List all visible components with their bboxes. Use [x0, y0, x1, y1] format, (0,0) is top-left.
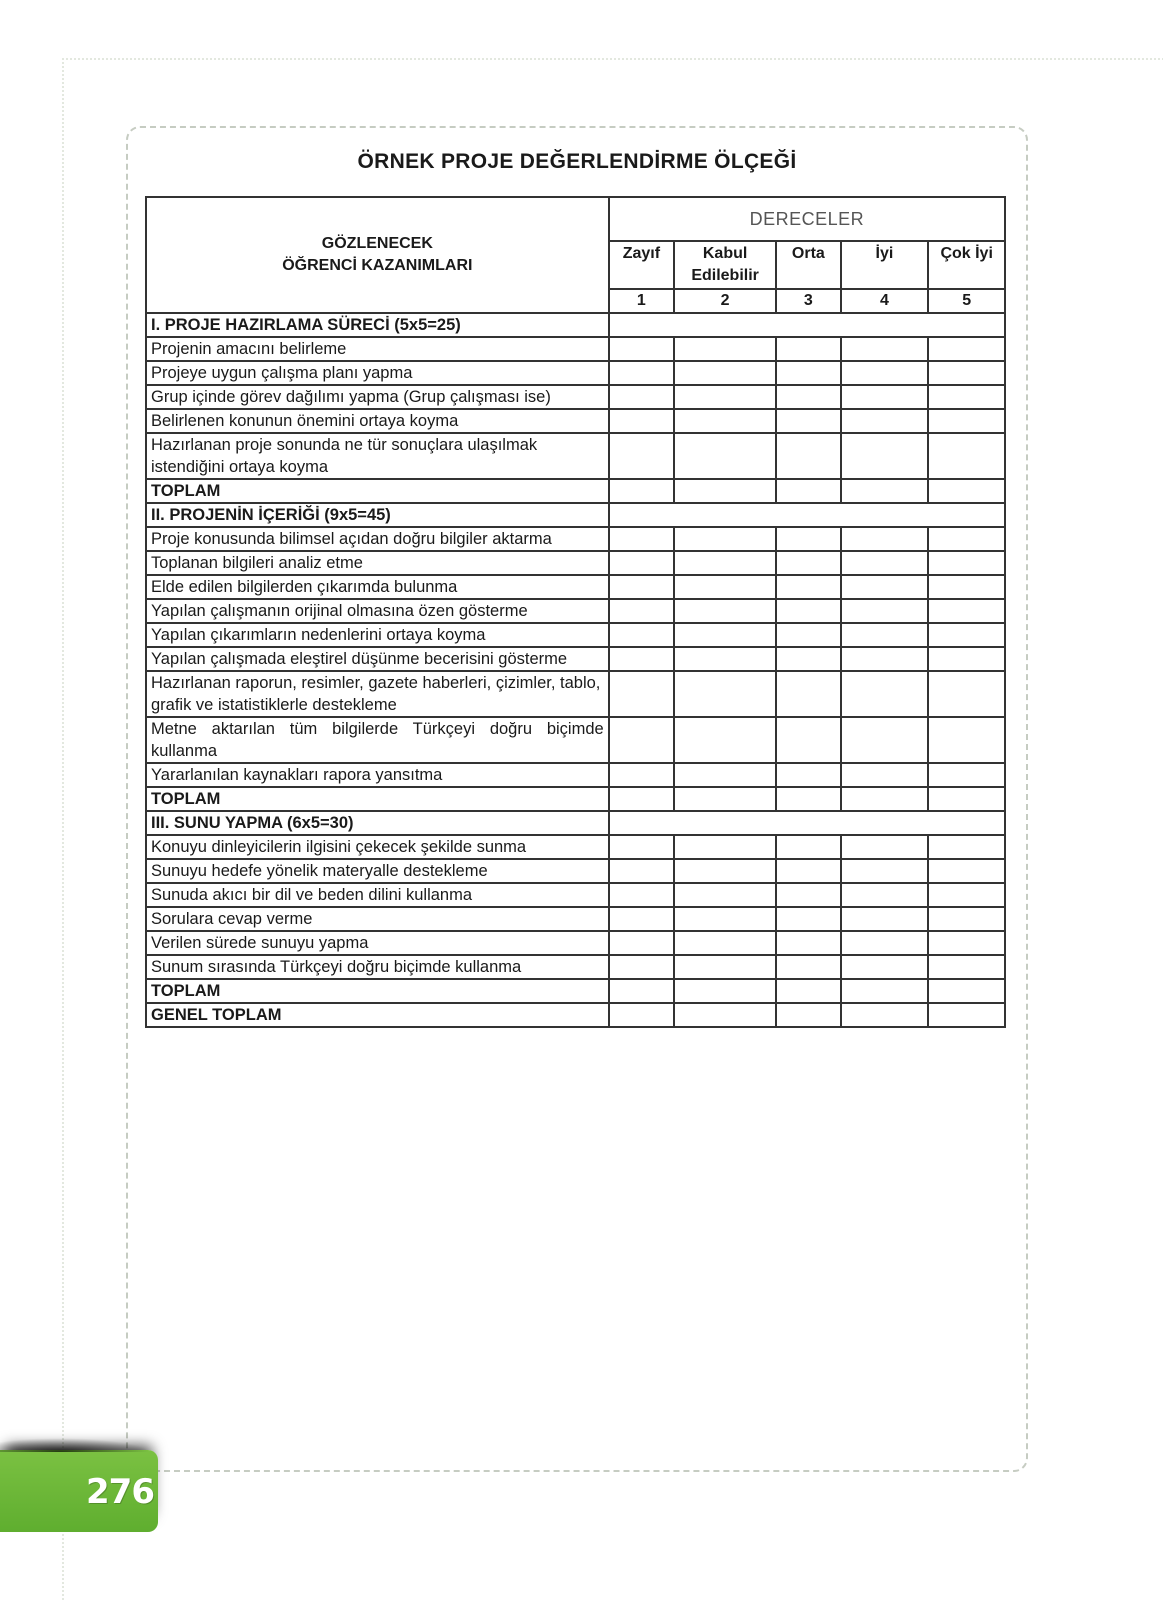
section-title: III. SUNU YAPMA (6x5=30) — [146, 811, 609, 835]
criterion-row — [146, 409, 1005, 433]
grade-cell[interactable] — [609, 671, 674, 717]
outcomes-header-line2: ÖĞRENCİ KAZANIMLARI — [282, 257, 473, 274]
grade-cell[interactable] — [841, 931, 929, 955]
grade-cell[interactable] — [928, 835, 1005, 859]
grade-cell[interactable] — [776, 787, 840, 811]
criterion-label: Hazırlanan proje sonunda ne tür sonuçlara ulaşılmak istendiğini ortaya koyma — [146, 433, 609, 479]
criterion-label: Elde edilen bilgilerden çıkarımda bulunma — [146, 575, 609, 599]
grade-cell[interactable] — [609, 551, 674, 575]
level-label: Çok İyi — [940, 245, 993, 262]
grade-cell[interactable] — [841, 907, 929, 931]
level-number: 5 — [928, 289, 1005, 313]
total-label: TOPLAM — [146, 979, 609, 1003]
section-row — [146, 313, 1005, 337]
grade-cell[interactable] — [841, 479, 929, 503]
grade-cell[interactable] — [674, 671, 776, 717]
criterion-label: Proje konusunda bilimsel açıdan doğru bilgiler aktarma — [146, 527, 609, 551]
criterion-row — [146, 361, 1005, 385]
grade-cell[interactable] — [841, 1003, 929, 1027]
criterion-label: Projeye uygun çalışma planı yapma — [146, 361, 609, 385]
grade-cell[interactable] — [776, 575, 840, 599]
grade-cell[interactable] — [609, 409, 674, 433]
grade-cell[interactable] — [609, 1003, 674, 1027]
criterion-row — [146, 763, 1005, 787]
grade-cell[interactable] — [609, 575, 674, 599]
level-label: Orta — [791, 245, 825, 262]
grade-cell[interactable] — [609, 433, 674, 479]
grade-cell[interactable] — [776, 361, 840, 385]
criterion-label: Yararlanılan kaynakları rapora yansıtma — [146, 763, 609, 787]
grade-cell[interactable] — [609, 763, 674, 787]
grade-cell[interactable] — [841, 527, 929, 551]
grade-cell[interactable] — [674, 575, 776, 599]
grade-cell[interactable] — [928, 671, 1005, 717]
grade-cell[interactable] — [609, 623, 674, 647]
grade-cell[interactable] — [674, 551, 776, 575]
criterion-row — [146, 883, 1005, 907]
criterion-label: Yapılan çalışmada eleştirel düşünme becerisini gösterme — [146, 647, 609, 671]
grade-cell[interactable] — [609, 479, 674, 503]
criterion-label: Sunum sırasında Türkçeyi doğru biçimde kullanma — [146, 955, 609, 979]
grade-cell[interactable] — [674, 883, 776, 907]
grade-cell[interactable] — [609, 599, 674, 623]
grade-cell[interactable] — [674, 835, 776, 859]
total-label: TOPLAM — [146, 787, 609, 811]
grade-cell[interactable] — [674, 1003, 776, 1027]
criterion-label: Sorulara cevap verme — [146, 907, 609, 931]
criterion-label: Sunuda akıcı bir dil ve beden dilini kullanma — [146, 883, 609, 907]
level-number: 4 — [841, 289, 929, 313]
grade-cell[interactable] — [928, 763, 1005, 787]
grade-cell[interactable] — [928, 409, 1005, 433]
grade-cell[interactable] — [928, 859, 1005, 883]
criterion-row — [146, 859, 1005, 883]
grade-cell[interactable] — [776, 409, 840, 433]
level-number: 3 — [776, 289, 840, 313]
grade-cell[interactable] — [928, 385, 1005, 409]
grade-cell[interactable] — [928, 883, 1005, 907]
grade-cell[interactable] — [674, 979, 776, 1003]
grade-cell[interactable] — [674, 647, 776, 671]
grade-cell[interactable] — [841, 647, 929, 671]
grade-cell[interactable] — [609, 955, 674, 979]
grade-cell[interactable] — [609, 385, 674, 409]
grade-cell[interactable] — [841, 979, 929, 1003]
grade-cell[interactable] — [674, 479, 776, 503]
grade-cell[interactable] — [928, 599, 1005, 623]
section-title: I. PROJE HAZIRLAMA SÜRECİ (5x5=25) — [146, 313, 609, 337]
criterion-row — [146, 835, 1005, 859]
criterion-label: Verilen sürede sunuyu yapma — [146, 931, 609, 955]
grade-cell[interactable] — [776, 551, 840, 575]
grade-cell[interactable] — [928, 337, 1005, 361]
grand-total-row — [146, 1003, 1005, 1027]
grade-cell[interactable] — [609, 835, 674, 859]
grade-cell[interactable] — [674, 931, 776, 955]
grade-cell[interactable] — [776, 859, 840, 883]
grade-cell[interactable] — [776, 671, 840, 717]
grade-cell[interactable] — [776, 647, 840, 671]
section-grade-span — [609, 503, 1005, 527]
criterion-row — [146, 599, 1005, 623]
page-title: ÖRNEK PROJE DEĞERLENDİRME ÖLÇEĞİ — [357, 150, 797, 173]
criterion-row — [146, 955, 1005, 979]
grade-cell[interactable] — [776, 1003, 840, 1027]
grade-cell[interactable] — [609, 717, 674, 763]
grade-cell[interactable] — [609, 859, 674, 883]
grade-cell[interactable] — [674, 763, 776, 787]
grade-cell[interactable] — [776, 763, 840, 787]
grade-cell[interactable] — [609, 647, 674, 671]
grade-cell[interactable] — [928, 527, 1005, 551]
criterion-label: Projenin amacını belirleme — [146, 337, 609, 361]
section-row — [146, 811, 1005, 835]
grade-cell[interactable] — [841, 433, 929, 479]
level-header-orta — [776, 241, 840, 289]
criterion-label: Metne aktarılan tüm bilgilerde Türkçeyi doğru biçimde kullanma — [146, 717, 609, 763]
grade-cell[interactable] — [928, 1003, 1005, 1027]
section-total-row — [146, 979, 1005, 1003]
grade-cell[interactable] — [928, 433, 1005, 479]
criterion-label: Yapılan çalışmanın orijinal olmasına özen gösterme — [146, 599, 609, 623]
grade-cell[interactable] — [841, 671, 929, 717]
level-label: Zayıf — [622, 245, 661, 262]
grade-cell[interactable] — [776, 835, 840, 859]
grade-cell[interactable] — [674, 409, 776, 433]
outcomes-column-header — [146, 197, 609, 313]
grade-cell[interactable] — [609, 979, 674, 1003]
level-number: 2 — [674, 289, 776, 313]
criterion-row — [146, 907, 1005, 931]
grade-cell[interactable] — [674, 717, 776, 763]
section-grade-span — [609, 313, 1005, 337]
grade-cell[interactable] — [841, 575, 929, 599]
grade-cell[interactable] — [841, 385, 929, 409]
level-header-cok-iyi — [928, 241, 1005, 289]
criterion-label: Belirlenen konunun önemini ortaya koyma — [146, 409, 609, 433]
criterion-row — [146, 527, 1005, 551]
grade-cell[interactable] — [674, 599, 776, 623]
grade-cell[interactable] — [776, 883, 840, 907]
grade-cell[interactable] — [841, 883, 929, 907]
grade-cell[interactable] — [776, 907, 840, 931]
level-label: İyi — [875, 245, 894, 262]
criterion-label: Sunuyu hedefe yönelik materyalle destekleme — [146, 859, 609, 883]
criterion-row — [146, 717, 1005, 763]
grade-cell[interactable] — [776, 337, 840, 361]
grade-cell[interactable] — [674, 859, 776, 883]
grade-cell[interactable] — [841, 551, 929, 575]
grade-cell[interactable] — [841, 859, 929, 883]
section-title: II. PROJENİN İÇERİĞİ (9x5=45) — [146, 503, 609, 527]
criterion-row — [146, 385, 1005, 409]
grade-cell[interactable] — [841, 717, 929, 763]
grade-cell[interactable] — [776, 527, 840, 551]
outcomes-header-line1: GÖZLENECEK — [321, 235, 433, 252]
grade-cell[interactable] — [928, 787, 1005, 811]
grade-cell[interactable] — [776, 717, 840, 763]
page-number: 276 — [86, 1472, 154, 1512]
grade-cell[interactable] — [841, 337, 929, 361]
grade-cell[interactable] — [928, 717, 1005, 763]
level-header-zayif — [609, 241, 674, 289]
section-row — [146, 503, 1005, 527]
grade-cell[interactable] — [841, 835, 929, 859]
grade-cell[interactable] — [928, 979, 1005, 1003]
grade-cell[interactable] — [776, 955, 840, 979]
criterion-label: Hazırlanan raporun, resimler, gazete haberleri, çizimler, tablo, grafik ve istatistiklerle destekleme — [146, 671, 609, 717]
grade-cell[interactable] — [841, 763, 929, 787]
criterion-row — [146, 623, 1005, 647]
grade-cell[interactable] — [928, 361, 1005, 385]
grade-cell[interactable] — [609, 527, 674, 551]
grade-cell[interactable] — [609, 883, 674, 907]
section-grade-span — [609, 811, 1005, 835]
criterion-row — [146, 551, 1005, 575]
grade-cell[interactable] — [776, 623, 840, 647]
grade-cell[interactable] — [674, 337, 776, 361]
total-label: TOPLAM — [146, 479, 609, 503]
grade-cell[interactable] — [841, 409, 929, 433]
level-header-iyi — [841, 241, 929, 289]
grade-cell[interactable] — [609, 787, 674, 811]
grade-cell[interactable] — [609, 337, 674, 361]
grade-cell[interactable] — [928, 907, 1005, 931]
rubric-body — [146, 313, 1005, 1027]
grand-total-label: GENEL TOPLAM — [146, 1003, 609, 1027]
grade-cell[interactable] — [776, 599, 840, 623]
criterion-row — [146, 931, 1005, 955]
grade-cell[interactable] — [674, 527, 776, 551]
grade-cell[interactable] — [674, 907, 776, 931]
grade-cell[interactable] — [776, 931, 840, 955]
grade-cell[interactable] — [776, 979, 840, 1003]
grade-cell[interactable] — [674, 787, 776, 811]
level-label-line2: Edilebilir — [691, 267, 759, 284]
grade-cell[interactable] — [674, 385, 776, 409]
grade-cell[interactable] — [776, 385, 840, 409]
level-label: Kabul — [702, 245, 748, 262]
grade-cell[interactable] — [841, 361, 929, 385]
grade-cell[interactable] — [841, 955, 929, 979]
criterion-label: Konuyu dinleyicilerin ilgisini çekecek şekilde sunma — [146, 835, 609, 859]
level-number: 1 — [609, 289, 674, 313]
grade-cell[interactable] — [928, 575, 1005, 599]
criterion-row — [146, 671, 1005, 717]
grade-cell[interactable] — [674, 955, 776, 979]
grade-cell[interactable] — [928, 479, 1005, 503]
level-header-kabul — [674, 241, 776, 289]
section-total-row — [146, 787, 1005, 811]
grade-cell[interactable] — [776, 479, 840, 503]
criterion-row — [146, 337, 1005, 361]
grade-cell[interactable] — [841, 787, 929, 811]
grade-cell[interactable] — [609, 931, 674, 955]
grade-cell[interactable] — [609, 907, 674, 931]
grade-cell[interactable] — [841, 623, 929, 647]
section-total-row — [146, 479, 1005, 503]
criterion-row — [146, 433, 1005, 479]
rubric-table — [145, 196, 1006, 1028]
grade-cell[interactable] — [841, 599, 929, 623]
grade-cell[interactable] — [609, 361, 674, 385]
grade-cell[interactable] — [674, 433, 776, 479]
grade-cell[interactable] — [776, 433, 840, 479]
criterion-label: Toplanan bilgileri analiz etme — [146, 551, 609, 575]
grade-cell[interactable] — [928, 647, 1005, 671]
grade-cell[interactable] — [928, 551, 1005, 575]
grade-cell[interactable] — [928, 931, 1005, 955]
criterion-label: Yapılan çıkarımların nedenlerini ortaya koyma — [146, 623, 609, 647]
grade-cell[interactable] — [928, 955, 1005, 979]
grade-cell[interactable] — [674, 361, 776, 385]
criterion-row — [146, 575, 1005, 599]
grades-header: DERECELER — [609, 197, 1005, 241]
criterion-label: Grup içinde görev dağılımı yapma (Grup çalışması ise) — [146, 385, 609, 409]
grade-cell[interactable] — [928, 623, 1005, 647]
grade-cell[interactable] — [674, 623, 776, 647]
criterion-row — [146, 647, 1005, 671]
